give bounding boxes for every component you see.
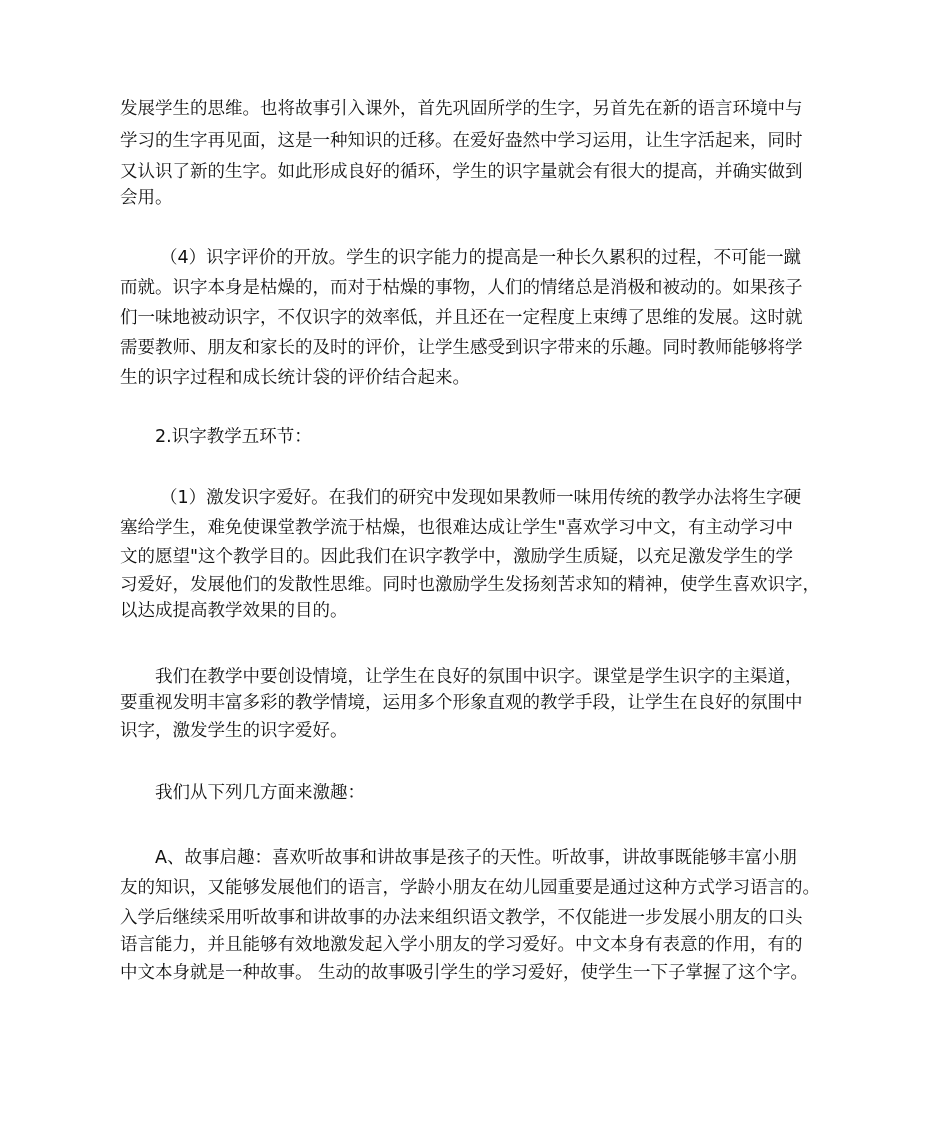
paragraph-line: 习爱好，发展他们的发散性思维。同时也激励学生发扬刻苦求知的精神，使学生喜欢识字， [120,575,820,595]
paragraph-line: 发展学生的思维。也将故事引入课外，首先巩固所学的生字，另首先在新的语言环境中与 [120,99,803,119]
paragraph-line: 生的识字过程和成长统计袋的评价结合起来。 [120,368,470,388]
paragraph-line: 而就。识字本身是枯燥的，而对于枯燥的事物，人们的情绪总是消极和被动的。如果孩子 [120,278,803,298]
paragraph-line: 学习的生字再见面，这是一种知识的迁移。在爱好盎然中学习运用，让生字活起来，同时 [120,131,803,151]
section-heading: 2.识字教学五环节： [155,427,312,447]
paragraph-line: 文的愿望"这个教学目的。因此我们在识字教学中，激励学生质疑，以充足激发学生的学 [120,547,794,567]
paragraph-line: 会用。 [120,188,173,208]
paragraph-line: 我们在教学中要创设情境，让学生在良好的氛围中识字。课堂是学生识字的主渠道， [155,667,803,687]
paragraph-line: 中文本身就是一种故事。 生动的故事吸引学生的学习爱好，使学生一下子掌握了这个字。 [120,963,809,983]
paragraph-line: 要重视发明丰富多彩的教学情境，运用多个形象直观的教学手段，让学生在良好的氛围中 [120,693,803,713]
paragraph-line: A、故事启趣：喜欢听故事和讲故事是孩子的天性。听故事，讲故事既能够丰富小朋 [155,848,797,868]
paragraph-line: 识字，激发学生的识字爱好。 [120,721,348,741]
paragraph-line: 以达成提高教学效果的目的。 [120,601,348,621]
paragraph-line: 语言能力，并且能够有效地激发起入学小朋友的学习爱好。中文本身有表意的作用，有的 [120,935,803,955]
paragraph-line: 塞给学生，难免使课堂教学流于枯燥，也很难达成让学生"喜欢学习中文，有主动学习中 [120,518,794,538]
paragraph-line: 友的知识，又能够发展他们的语言，学龄小朋友在幼儿园重要是通过这种方式学习语言的。 [120,878,820,898]
paragraph-line: 又认识了新的生字。如此形成良好的循环，学生的识字量就会有很大的提高，并确实做到 [120,162,803,182]
paragraph-line: 需要教师、朋友和家长的及时的评价，让学生感受到识字带来的乐趣。同时教师能够将学 [120,338,803,358]
paragraph-line: （4）识字评价的开放。学生的识字能力的提高是一种长久累积的过程，不可能一蹴 [160,248,802,268]
paragraph-line: 我们从下列几方面来激趣： [155,783,365,803]
paragraph-line: 们一味地被动识字，不仅识字的效率低，并且还在一定程度上束缚了思维的发展。这时就 [120,308,803,328]
paragraph-line: （1）激发识字爱好。在我们的研究中发现如果教师一味用传统的教学办法将生字硬 [160,488,802,508]
paragraph-line: 入学后继续采用听故事和讲故事的办法来组织语文教学，不仅能进一步发展小朋友的口头 [120,908,803,928]
